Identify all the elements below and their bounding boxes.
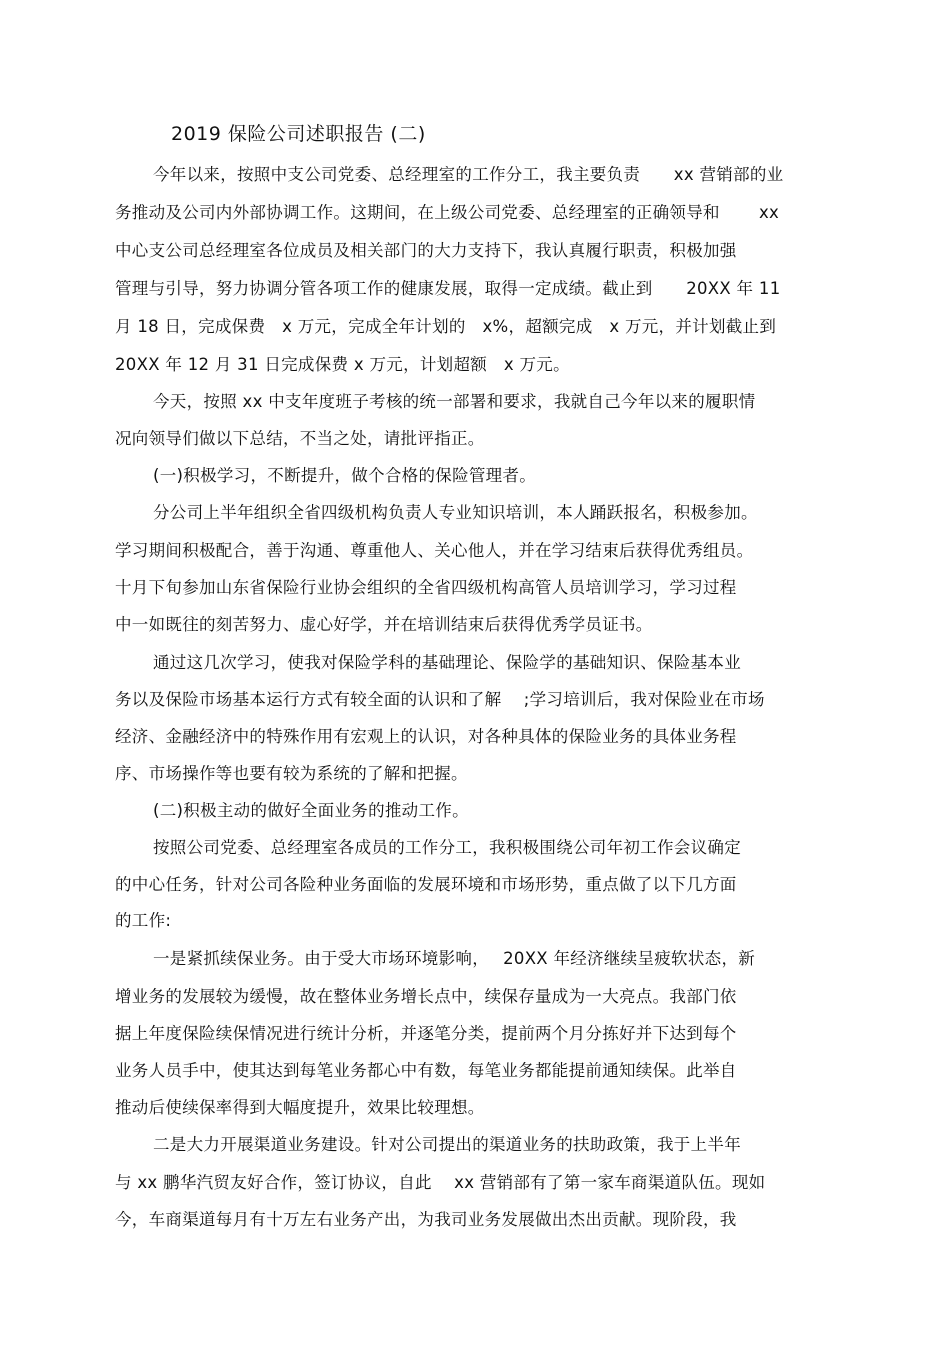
paragraph-line: 经济、金融经济中的特殊作用有宏观上的认识，对各种具体的保险业务的具体业务程 <box>115 727 737 746</box>
paragraph-line: 通过这几次学习，使我对保险学科的基础理论、保险学的基础知识、保险基本业 <box>153 653 741 672</box>
paragraph-line: 学习期间积极配合，善于沟通、尊重他人、关心他人，并在学习结束后获得优秀组员。 <box>115 541 754 560</box>
paragraph-line: 务推动及公司内外部协调工作。这期间，在上级公司党委、总经理室的正确领导和 xx <box>115 203 780 222</box>
paragraph-line: 一是紧抓续保业务。由于受大市场环境影响， 20XX 年经济继续呈疲软状态，新 <box>153 949 756 968</box>
paragraph-line: 今年以来，按照中支公司党委、总经理室的工作分工，我主要负责 xx 营销部的业 <box>153 165 784 184</box>
paragraph-line: 况向领导们做以下总结，不当之处，请批评指正。 <box>115 429 485 448</box>
paragraph-line: 按照公司党委、总经理室各成员的工作分工，我积极围绕公司年初工作会议确定 <box>153 838 741 857</box>
paragraph-line: 的中心任务，针对公司各险种业务面临的发展环境和市场形势，重点做了以下几方面 <box>115 875 737 894</box>
paragraph-line: 分公司上半年组织全省四级机构负责人专业知识培训，本人踊跃报名，积极参加。 <box>153 503 758 522</box>
paragraph-line: 十月下旬参加山东省保险行业协会组织的全省四级机构高管人员培训学习，学习过程 <box>115 578 737 597</box>
paragraph-line: 中心支公司总经理室各位成员及相关部门的大力支持下，我认真履行职责，积极加强 <box>115 241 737 260</box>
paragraph-line: 与 xx 鹏华汽贸友好合作，签订协议，自此 xx 营销部有了第一家车商渠道队伍。现如 <box>115 1173 766 1192</box>
paragraph-line: 序、市场操作等也要有较为系统的了解和把握。 <box>115 764 468 783</box>
paragraph-line: 管理与引导，努力协调分管各项工作的健康发展，取得一定成绩。截止到 20XX 年 11 <box>115 279 781 298</box>
paragraph-line: 增业务的发展较为缓慢，故在整体业务增长点中，续保存量成为一大亮点。我部门依 <box>115 987 737 1006</box>
section-heading: (二)积极主动的做好全面业务的推动工作。 <box>153 801 469 820</box>
section-heading: (一)积极学习，不断提升，做个合格的保险管理者。 <box>153 466 537 485</box>
paragraph-line: 二是大力开展渠道业务建设。针对公司提出的渠道业务的扶助政策，我于上半年 <box>153 1135 741 1154</box>
page-title: 2019 保险公司述职报告 (二) <box>171 123 426 145</box>
paragraph-line: 据上年度保险续保情况进行统计分析，并逐笔分类，提前两个月分拣好并下达到每个 <box>115 1024 737 1043</box>
paragraph-line: 今，车商渠道每月有十万左右业务产出，为我司业务发展做出杰出贡献。现阶段，我 <box>115 1210 737 1229</box>
paragraph-line: 中一如既往的刻苦努力、虚心好学，并在培训结束后获得优秀学员证书。 <box>115 615 653 634</box>
paragraph-line: 今天，按照 xx 中支年度班子考核的统一部署和要求，我就自己今年以来的履职情 <box>153 392 756 411</box>
paragraph-line: 业务人员手中，使其达到每笔业务都心中有数，每笔业务都能提前通知续保。此举自 <box>115 1061 737 1080</box>
paragraph-line: 务以及保险市场基本运行方式有较全面的认识和了解 ;学习培训后，我对保险业在市场 <box>115 690 765 709</box>
paragraph-line: 的工作: <box>115 911 172 930</box>
paragraph-line: 20XX 年 12 月 31 日完成保费 x 万元，计划超额 x 万元。 <box>115 355 570 374</box>
paragraph-line: 月 18 日，完成保费 x 万元，完成全年计划的 x%，超额完成 x 万元，并计划截止到 <box>115 317 777 336</box>
paragraph-line: 推动后使续保率得到大幅度提升，效果比较理想。 <box>115 1098 485 1117</box>
